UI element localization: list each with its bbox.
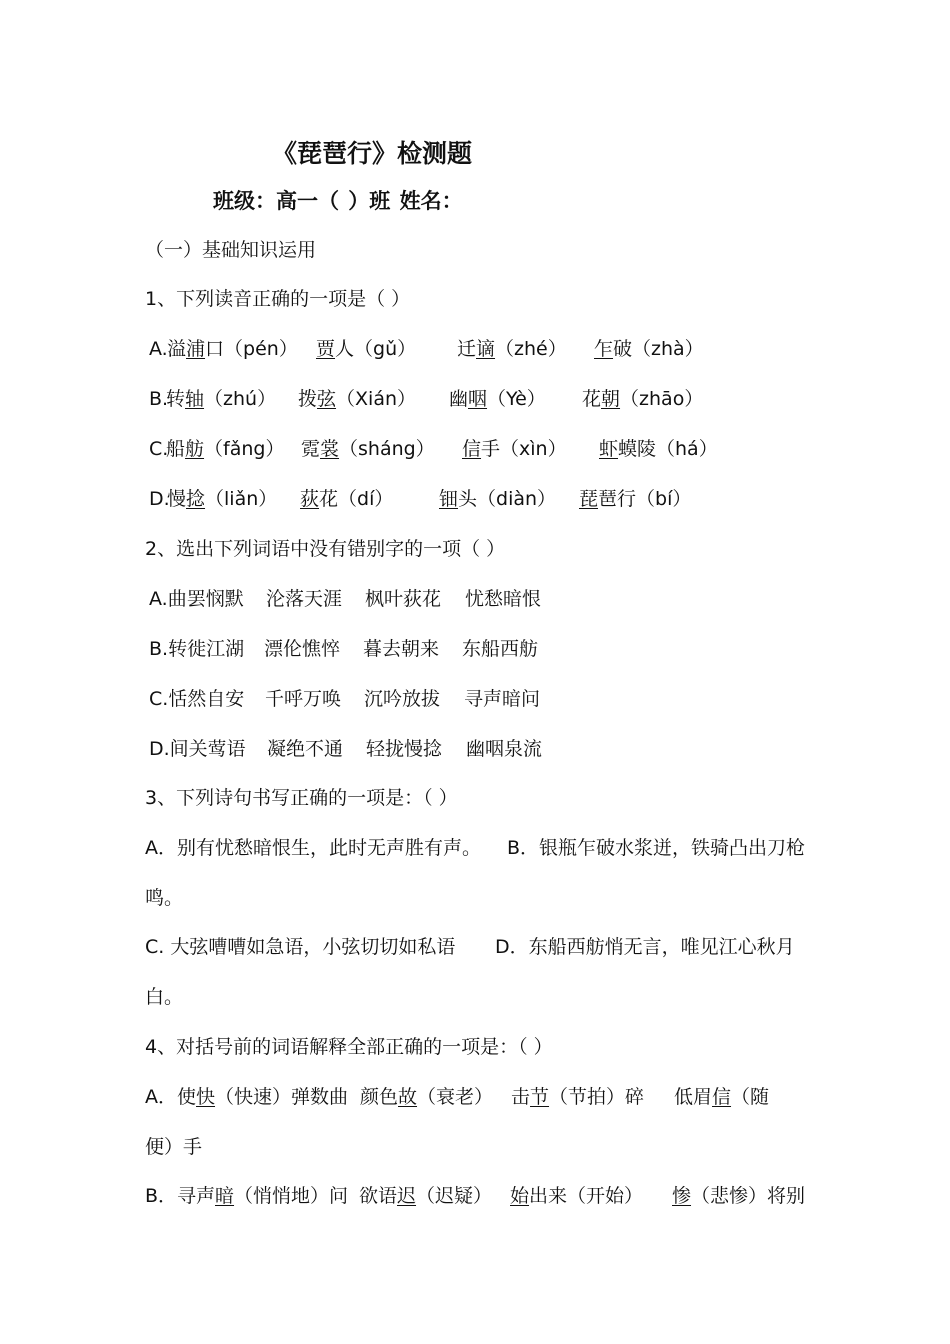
q4-option-a-cont: 便）手 [145, 1136, 203, 1158]
section-heading: （一）基础知识运用 [145, 239, 317, 261]
q3-option-b-cont: 鸣。 [145, 887, 184, 909]
page-title: 《琵琶行》检测题 [272, 139, 473, 168]
q3-option-d-cont: 白。 [145, 986, 184, 1008]
question-4-stem: 4、对括号前的词语解释全部正确的一项是：（ ） [145, 1036, 553, 1058]
class-name-line: 班级：高一（ ）班 姓名： [213, 189, 463, 213]
question-3-stem: 3、下列诗句书写正确的一项是：（ ） [145, 787, 458, 809]
question-2-stem: 2、选出下列词语中没有错别字的一项（ ） [145, 538, 506, 560]
question-1-stem: 1、下列读音正确的一项是（ ） [145, 288, 411, 310]
